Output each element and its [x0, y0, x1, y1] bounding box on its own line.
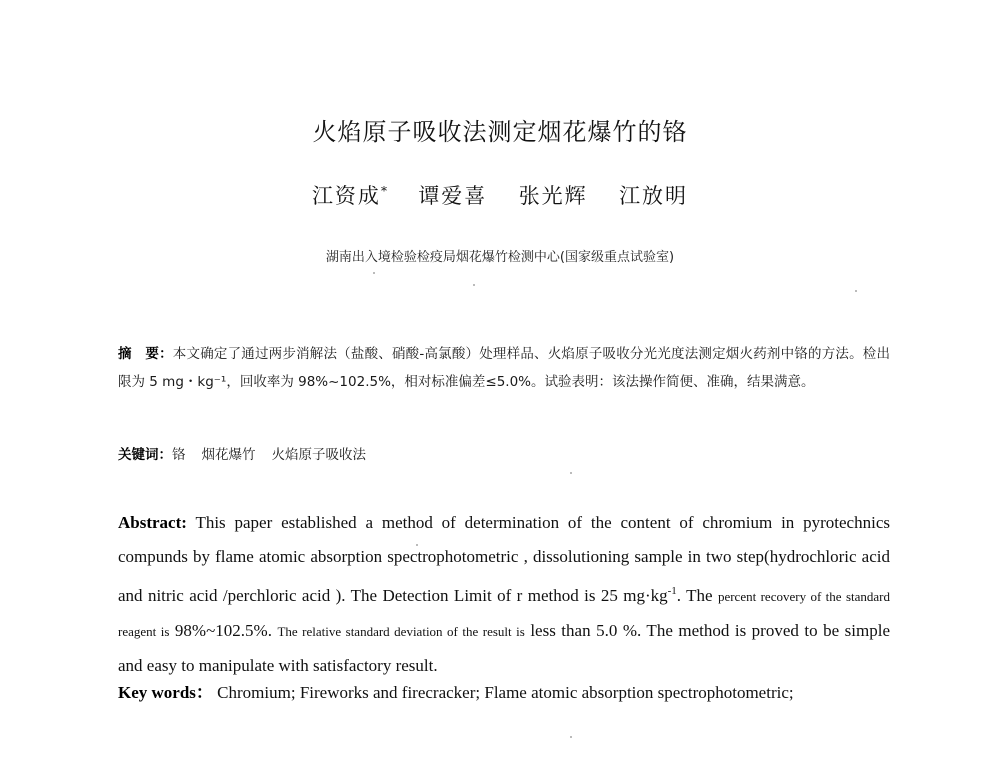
- author-name: 谭爱喜: [418, 184, 488, 208]
- keyword-item: 火焰原子吸收法: [271, 447, 366, 463]
- english-abstract-text: The relative standard deviation of the result is: [277, 624, 525, 639]
- scan-speck: [416, 544, 418, 546]
- chinese-abstract: [118, 340, 890, 396]
- scan-speck: [570, 736, 572, 738]
- english-abstract-text: less than 5.0 %. The method is proved to be simple and easy to manipulate with satisfactory result.: [118, 621, 890, 675]
- author-list: [0, 180, 1000, 210]
- unit-exponent: -1: [667, 585, 677, 597]
- scan-speck: [570, 472, 572, 474]
- scan-speck: [373, 272, 375, 274]
- recovery-range: 98%~102.5%: [174, 621, 268, 640]
- chinese-abstract-label: 摘 要：: [118, 346, 173, 362]
- chinese-abstract-text: 本文确定了通过两步消解法（盐酸、硝酸-高氯酸）处理样品、火焰原子吸收分光光度法测定烟火药剂中铬的方法。检出限为 5 mg・kg⁻¹，回收率为 98%~102.5%，相对标准偏差≤5.0%。试验表明：该法操作简便、准确，结果满意。: [118, 346, 890, 390]
- keyword-item: 烟花爆竹: [201, 447, 256, 463]
- author-name: 江资成: [311, 184, 381, 208]
- english-abstract-label: Abstract:: [118, 513, 187, 532]
- corresponding-author-mark: *: [380, 184, 387, 198]
- english-abstract-text: .: [267, 621, 272, 640]
- scan-speck: [855, 290, 857, 292]
- author-affiliation: 湖南出入境检验检疫局烟花爆竹检测中心(国家级重点试验室): [325, 250, 675, 265]
- chinese-keywords-label: 关键词：: [118, 447, 172, 463]
- english-abstract: [118, 506, 890, 683]
- keyword-item: 铬: [172, 447, 186, 463]
- english-abstract-text: percent recovery of the standard reagent is: [118, 589, 890, 639]
- english-abstract-text: . The: [676, 586, 713, 605]
- author-name: 江放明: [619, 184, 689, 208]
- english-keywords-label: Key words：: [118, 683, 213, 702]
- paper-title: 火焰原子吸收法测定烟花爆竹的铬: [312, 118, 688, 146]
- scan-speck: [473, 284, 475, 286]
- author-name: 张光辉: [518, 184, 588, 208]
- english-abstract-text: This paper established a method of determination of the content of chromium in pyrotechnics compunds by flame atomic absorption spectrophotometric , dissolutioning sample in two step(hydrochloric acid and nitric acid /perchloric acid ). The Detection Limit of r method is 25 mg·kg: [118, 513, 890, 605]
- english-keywords-text: Chromium; Fireworks and firecracker; Flame atomic absorption spectrophotometric;: [217, 683, 794, 702]
- chinese-keywords: [118, 441, 890, 469]
- english-keywords: [118, 676, 890, 710]
